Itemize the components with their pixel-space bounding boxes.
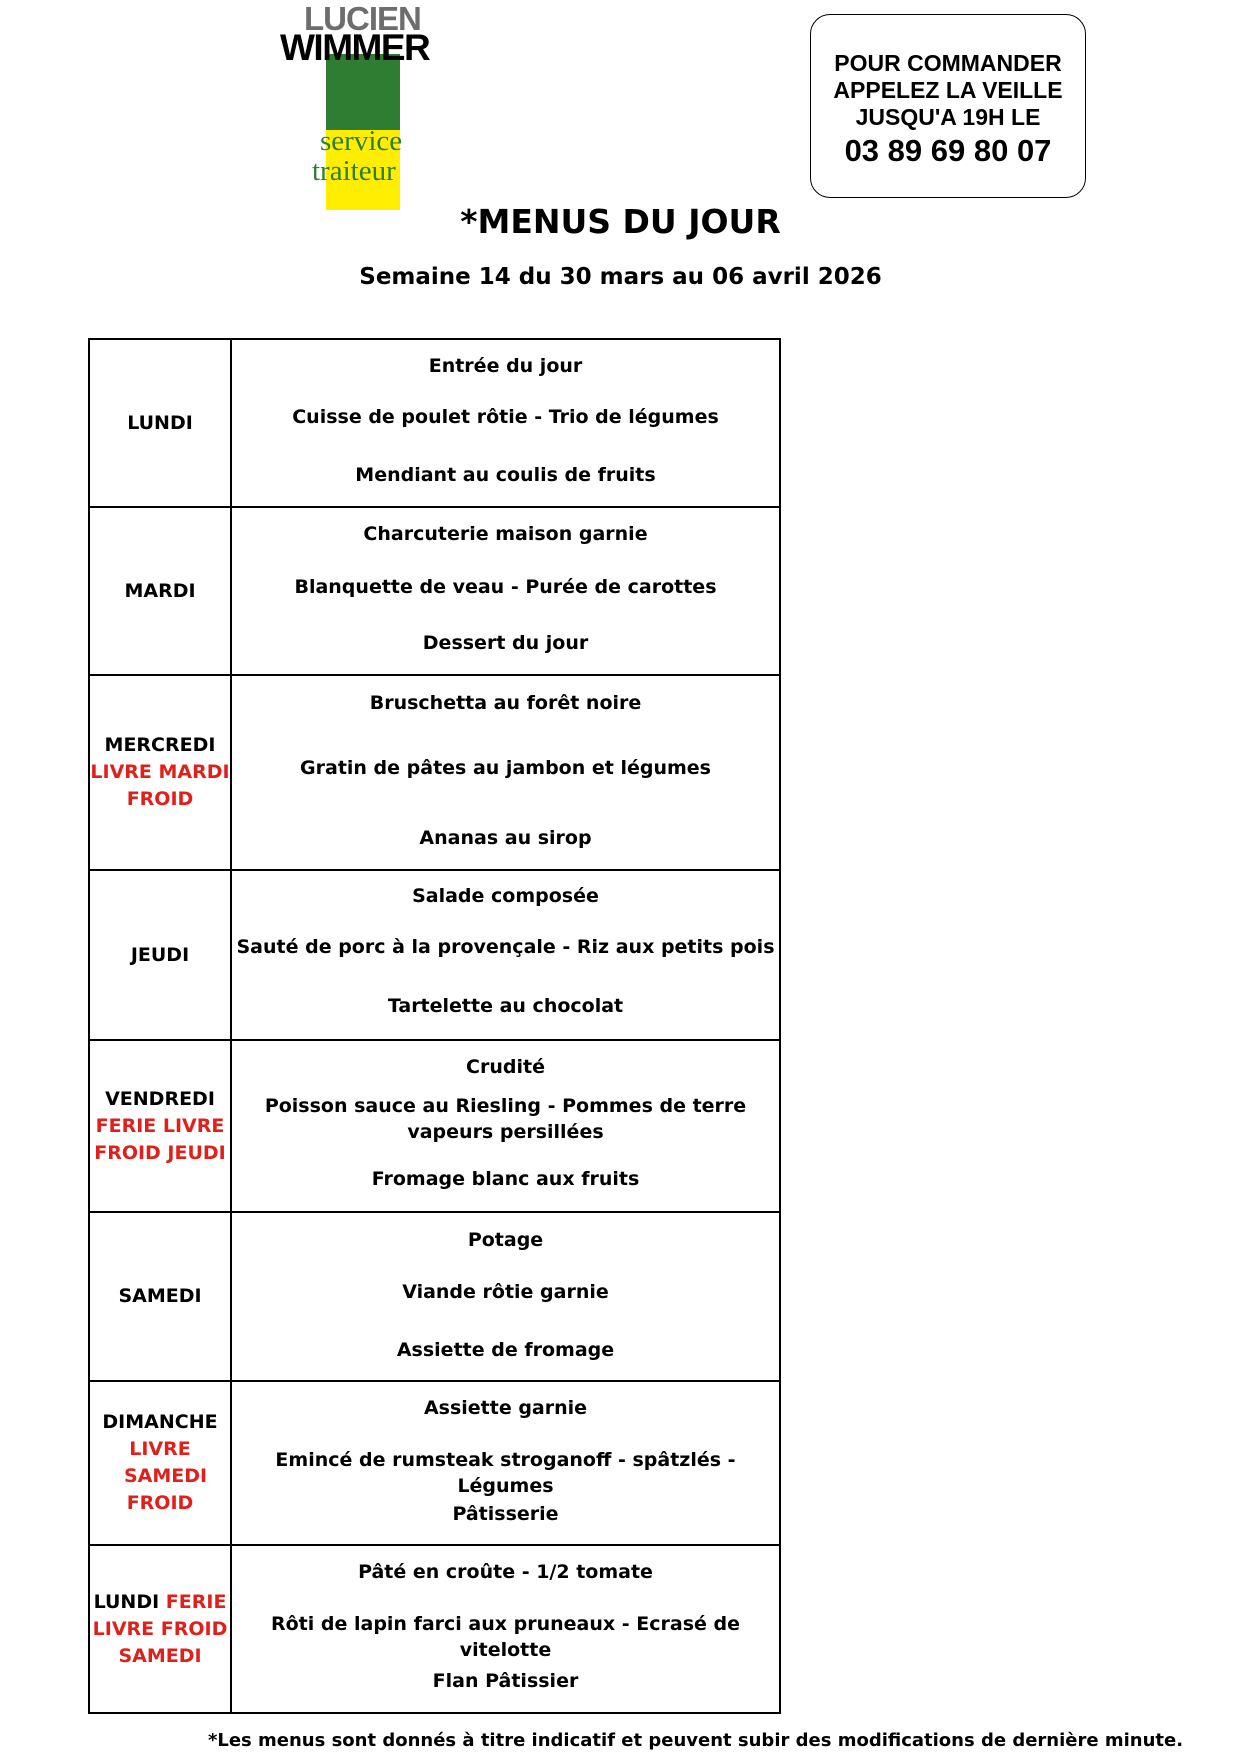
dishes-cell (231, 675, 780, 870)
day-cell (89, 1545, 231, 1713)
order-info-box (810, 14, 1086, 198)
dish-dessert: Assiette de fromage (396, 1339, 615, 1361)
dishes-cell (231, 507, 780, 675)
day-label: LUNDI (127, 411, 193, 434)
page-title: *MENUS DU JOUR (460, 202, 781, 241)
day-label-with-note (90, 1589, 230, 1670)
menu-row (89, 1545, 780, 1713)
day-delivery-note: LIVRE SAMEDI FROID (124, 1438, 208, 1514)
disclaimer-footer: *Les menus sont donnés à titre indicatif et peuvent subir des modifications de dernière minute. (207, 1730, 1184, 1751)
dishes-cell (231, 1212, 780, 1381)
order-line-1: POUR COMMANDER (834, 50, 1062, 76)
dish-main: Cuisse de poulet rôtie - Trio de légumes (292, 406, 719, 428)
menu-row (89, 870, 780, 1040)
dish-main: Poisson sauce au Riesling - Pommes de terre vapeurs persillées (264, 1095, 747, 1143)
dishes-cell (231, 870, 780, 1040)
dish-dessert: Fromage blanc aux fruits (371, 1168, 640, 1190)
day-label: LUNDI (93, 1590, 160, 1613)
day-delivery-note: LIVRE MARDI FROID (90, 761, 230, 810)
dish-dessert: Dessert du jour (422, 632, 589, 654)
logo-wimmer: WIMMER (280, 27, 430, 68)
menu-row (89, 1040, 780, 1212)
dish-starter: Pâté en croûte - 1/2 tomate (358, 1561, 653, 1583)
dish-starter: Salade composée (412, 885, 599, 907)
dishes-cell (231, 1381, 780, 1545)
dish-dessert: Ananas au sirop (419, 827, 592, 849)
day-delivery-note: FERIE LIVRE FROID JEUDI (94, 1114, 226, 1164)
dish-main: Emincé de rumsteak stroganoff - spâtzlés - Légumes (275, 1449, 736, 1497)
menu-row (89, 507, 780, 675)
day-label: VENDREDI (105, 1087, 215, 1110)
day-delivery-note: FERIE LIVRE FROID SAMEDI (92, 1590, 228, 1667)
logo (278, 2, 458, 210)
menu-row (89, 1212, 780, 1381)
dishes-cell (231, 1545, 780, 1713)
dishes-cell (231, 339, 780, 507)
dish-starter: Entrée du jour (428, 355, 583, 377)
dish-starter: Assiette garnie (423, 1397, 588, 1419)
dish-dessert: Mendiant au coulis de fruits (355, 464, 656, 486)
menu-row (89, 339, 780, 507)
dish-dessert: Flan Pâtissier (432, 1670, 579, 1692)
day-cell (89, 870, 231, 1040)
day-cell (89, 675, 231, 870)
day-label: SAMEDI (118, 1285, 202, 1307)
day-cell (89, 507, 231, 675)
day-cell (89, 1212, 231, 1381)
menu-table (88, 338, 781, 1714)
dish-main: Viande rôtie garnie (402, 1281, 609, 1303)
dish-starter: Bruschetta au forêt noire (369, 692, 642, 714)
day-label: MARDI (124, 579, 196, 602)
page-subtitle: Semaine 14 du 30 mars au 06 avril 2026 (359, 264, 882, 290)
day-cell (89, 339, 231, 507)
menu-row (89, 675, 780, 870)
dish-main: Rôti de lapin farci aux pruneaux - Ecrasé de vitelotte (270, 1613, 740, 1661)
dish-starter: Crudité (466, 1056, 545, 1078)
day-cell (89, 1381, 231, 1545)
logo-traiteur: traiteur (312, 155, 396, 187)
logo-lucien: LUCIEN (304, 0, 421, 37)
dish-main: Blanquette de veau - Purée de carottes (294, 576, 717, 598)
dish-main: Sauté de porc à la provençale - Riz aux petits pois (236, 936, 775, 958)
day-cell (89, 1040, 231, 1212)
dish-dessert: Tartelette au chocolat (387, 995, 624, 1017)
logo-service: service (320, 125, 403, 157)
day-label: JEUDI (130, 943, 190, 966)
day-label: DIMANCHE (102, 1411, 218, 1433)
order-line-2: APPELEZ LA VEILLE (833, 77, 1063, 103)
dishes-cell (231, 1040, 780, 1212)
menu-row (89, 1381, 780, 1545)
day-label: MERCREDI (104, 734, 216, 756)
order-phone-number: 03 89 69 80 07 (844, 133, 1052, 168)
dish-starter: Potage (467, 1229, 544, 1251)
dish-dessert: Pâtisserie (452, 1503, 559, 1525)
order-line-3: JUSQU'A 19H LE (855, 104, 1041, 130)
dish-main: Gratin de pâtes au jambon et légumes (300, 757, 711, 779)
dish-starter: Charcuterie maison garnie (363, 523, 648, 545)
